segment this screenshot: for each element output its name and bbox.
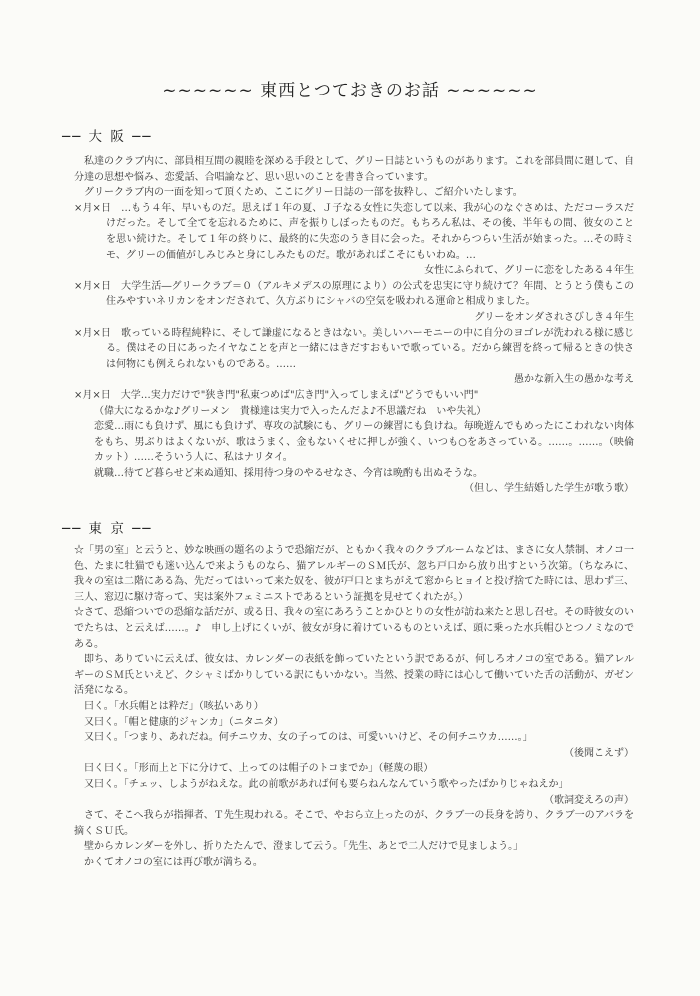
diary-signature-1: 女性にふられて、グリーに恋をしたある４年生 xyxy=(424,265,634,277)
tokyo-section xyxy=(74,543,634,870)
tokyo-dialogue-3: 又曰く。「つまり、あれだね。何チニウカ、女の子ってのは、可愛いいけど、その何チニウカ……。」 xyxy=(84,732,533,744)
page-title: ~~~~~~ 東西とつておきのお話 ~~~~~~ xyxy=(162,81,538,101)
tokyo-dialogue-3-note: （後聞こえず） xyxy=(564,747,634,759)
tokyo-paragraph-4: さて、そこへ我らが指揮者、Ｔ先生現われる。そこで、やおら立上ったのが、クラブ一の長身を誇り、クラブ一のアバラを摘くＳＵ氏。 xyxy=(74,810,634,837)
tokyo-paragraph-3: 即ち、ありていに云えば、彼女は、カレンダーの表紙を飾っていたという訳であるが、何しろオノコの室である。猫アレルギーのＳＭ氏といえど、クシャミばかりしている訳にもいかない。当然、授業の時には心して働いていた舌の活動が、ガゼン活発になる。 xyxy=(74,654,634,697)
tokyo-paragraph-2: ☆さて、恐縮ついでの恐縮な話だが、或る日、我々の室にあろうことかひとりの女性が訪ね来たと思し召せ。その時彼女のいでたちは、と云えば……。♪ 申し上げにくいが、彼女が身に着けているものといえば、頭に乗った水兵帽ひとつノミなのである。 xyxy=(74,607,634,650)
diary-entry-4-job: 就職…待てど暮らせど来ぬ通知、採用待つ身のやるせなさ、今宵は晩酌も出ぬそうな。 xyxy=(94,467,483,479)
osaka-heading: ── 大 阪 ── xyxy=(62,129,153,145)
diary-entry-4-aside: （偉大になるかな♪グリーメン 貴様達は実力で入ったんだよ♪不思議だね いや失礼） xyxy=(94,405,487,417)
diary-entry-3: ×月×日 歌っている時程純粋に、そして謙虚になるときはない。美しいハーモニーの中に自分のヨゴレが洗われる様に感じる。僕はその日にあったイヤなことを声と一緒にはきだすおもいで歌っている。だから練習を終って帰るときの快さは何物にも例えられないものである。…… xyxy=(74,327,634,370)
diary-entry-4-love: 恋愛…雨にも負けず、風にも負けず、専攻の試験にも、グリーの練習にも負けね。毎晩遊んでもめったにこわれない肉体をもち、男ぶりはよくないが、歌はうまく、金もないくせに押しが強く、いつも○をあさっている。……。……。（映倫カット）……そういう人に、私はナリタイ。 xyxy=(94,421,634,464)
diary-signature-3: 愚かな新入生の愚かな考え xyxy=(514,374,634,386)
tokyo-dialogue-2: 又曰く。「帽と健康的ジャンカ」（ニタニタ） xyxy=(84,716,284,728)
osaka-intro-1: 私達のクラブ内に、部員相互間の親睦を深める手段として、グリー日誌というものがあります。これを部員間に廻して、自分達の思想や悩み、恋愛話、合唱論など、思い思いのことを書き合っています。 xyxy=(74,156,634,183)
tokyo-dialogue-4: 曰く曰く。「形而上と下に分けて、上ってのは帽子のトコまでか」（軽蔑の眼） xyxy=(84,763,434,775)
tokyo-paragraph-5: 壁からカレンダーを外し、折りたたんで、澄まして云う。「先生、あとで二人だけで見ましよう。」 xyxy=(84,841,524,853)
diary-signature-2: グリーをオンダされさびしき４年生 xyxy=(474,311,634,323)
tokyo-dialogue-1: 曰く。「水兵帽とは粋だ」（咳払いあり） xyxy=(84,700,264,712)
tokyo-paragraph-6: かくてオノコの室には再び歌が満ちる。 xyxy=(84,856,263,868)
tokyo-dialogue-5: 又曰く。「チェッ、しようがねえな。此の前歌があれば何も要らねんなんていう歌やったばかりじゃねえか」 xyxy=(84,778,569,790)
diary-entry-1: ×月×日 …もう４年、早いものだ。思えば１年の夏、Ｊ子なる女性に失恋して以来、我が心のなぐさめは、ただコーラスだけだった。そして全てを忘れるために、声を振りしぼったものだ。もちろん私は、その後、半年もの間、彼女のことを思い続けた。そして１年の終りに、最終的に失恋のうき目に会った。それからつらい生活が始まった。…その時ミモ、グリーの価値がしみじみと身にしみたものだ。歌があればこそにもいわぬ。… xyxy=(74,202,634,261)
diary-signature-4: （但し、学生結婚した学生が歌う歌） xyxy=(464,483,634,495)
tokyo-dialogue-5-note: （歌詞変えろの声） xyxy=(544,794,634,806)
osaka-intro-2: グリークラブ内の一面を知って頂くため、ここにグリー日誌の一部を抜粋し、ご紹介いたします。 xyxy=(84,187,523,199)
tokyo-heading: ── 東 京 ── xyxy=(62,521,153,537)
osaka-section xyxy=(74,154,634,497)
tokyo-paragraph-1: ☆「男の室」と云うと、妙な映画の題名のようで恐縮だが、ともかく我々のクラブルームなどは、まさに女人禁制、オノコ一色、たまに牡猫でも迷い込んで来ようものなら、猫アレルギーのＳＭ氏が、忽ち戸口から放り出すという次第。（ちなみに、我々の室は二階にある為、先だってはいって来た奴を、彼が戸口とまちがえて窓からヒョイと投げ捨てた時には、思わず三、三人、窓辺に駆け寄って、実は案外フェミニストであるという証拠を見せてくれたが。） xyxy=(74,545,634,603)
diary-entry-2: ×月×日 大学生活―グリークラブ＝０（アルキメデスの原理により）の公式を忠実に守り続けて？年間、とうとう僕もこの住みやすいネリカンをオンだされて、久方ぶりにシャバの空気を吸われる運命と相成りました。 xyxy=(74,280,634,308)
diary-entry-4: ×月×日 大学…実力だけで"狭き門"私東つめば"広き門"入ってしまえば"どうでもいい門" xyxy=(74,389,479,401)
